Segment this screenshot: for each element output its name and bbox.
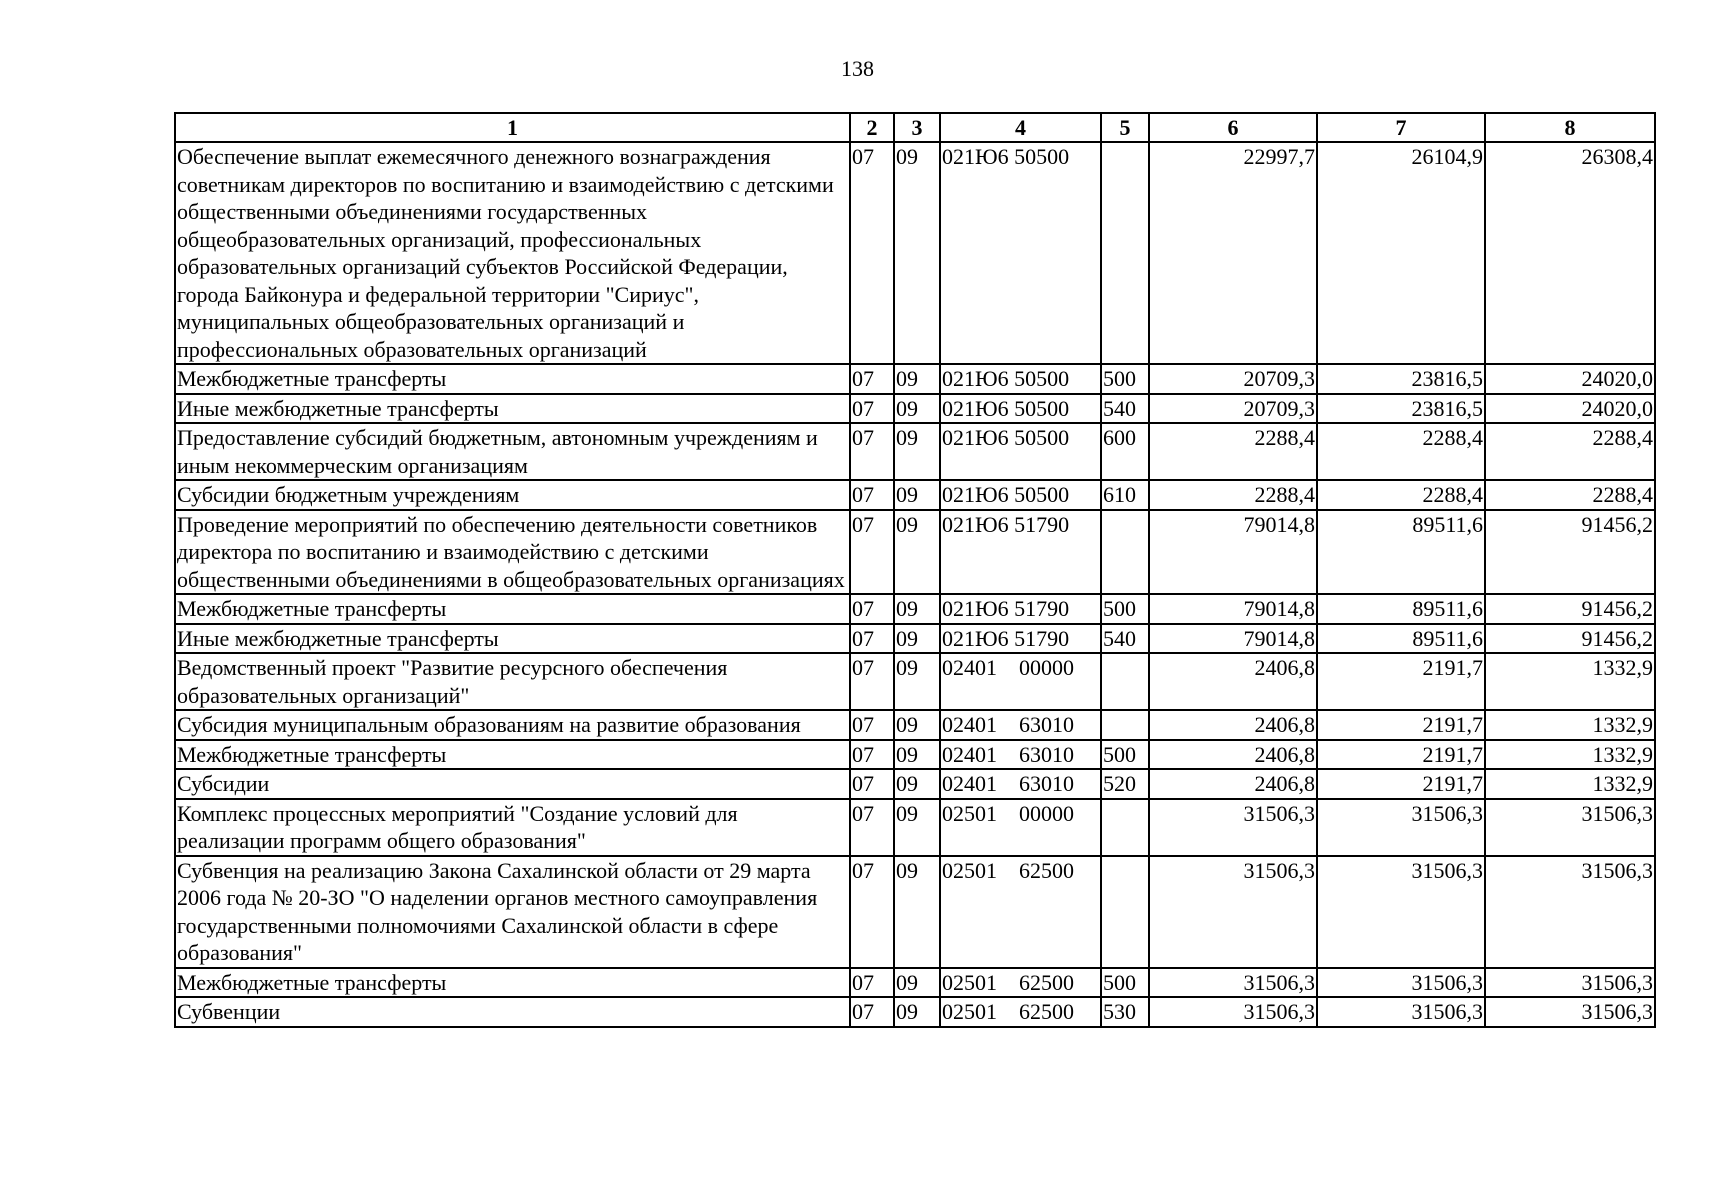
amount-col-8: 1332,9 bbox=[1485, 769, 1655, 799]
amount-col-6: 2288,4 bbox=[1149, 423, 1317, 480]
section-code: 07 bbox=[850, 142, 894, 364]
table-row bbox=[175, 480, 1655, 510]
section-code: 07 bbox=[850, 856, 894, 968]
expense-type-code: 520 bbox=[1101, 769, 1149, 799]
table-row bbox=[175, 968, 1655, 998]
subsection-code: 09 bbox=[894, 968, 940, 998]
section-code: 07 bbox=[850, 624, 894, 654]
amount-col-8: 26308,4 bbox=[1485, 142, 1655, 364]
amount-col-6: 20709,3 bbox=[1149, 364, 1317, 394]
amount-col-6: 31506,3 bbox=[1149, 968, 1317, 998]
section-code: 07 bbox=[850, 423, 894, 480]
subsection-code: 09 bbox=[894, 394, 940, 424]
header-col-2: 2 bbox=[850, 113, 894, 142]
table-row bbox=[175, 142, 1655, 364]
target-article-code: 02501 62500 bbox=[940, 856, 1101, 968]
target-article-code: 021Ю6 51790 bbox=[940, 624, 1101, 654]
amount-col-6: 20709,3 bbox=[1149, 394, 1317, 424]
amount-col-6: 31506,3 bbox=[1149, 856, 1317, 968]
amount-col-7: 89511,6 bbox=[1317, 594, 1485, 624]
amount-col-7: 2191,7 bbox=[1317, 710, 1485, 740]
subsection-code: 09 bbox=[894, 997, 940, 1027]
row-name: Проведение мероприятий по обеспечению деятельности советников директора по воспитанию и взаимодействию с детскими общественными объединениями в общеобразовательных организациях bbox=[175, 510, 850, 595]
amount-col-7: 23816,5 bbox=[1317, 394, 1485, 424]
amount-col-7: 31506,3 bbox=[1317, 856, 1485, 968]
target-article-code: 02501 62500 bbox=[940, 968, 1101, 998]
target-article-code: 021Ю6 51790 bbox=[940, 594, 1101, 624]
amount-col-7: 26104,9 bbox=[1317, 142, 1485, 364]
amount-col-7: 2191,7 bbox=[1317, 769, 1485, 799]
target-article-code: 021Ю6 50500 bbox=[940, 423, 1101, 480]
expense-type-code bbox=[1101, 653, 1149, 710]
table-row bbox=[175, 394, 1655, 424]
section-code: 07 bbox=[850, 769, 894, 799]
amount-col-8: 91456,2 bbox=[1485, 624, 1655, 654]
row-name: Субвенция на реализацию Закона Сахалинской области от 29 марта 2006 года № 20-ЗО "О наделении органов местного самоуправления государственными полномочиями Сахалинской области в сфере образования" bbox=[175, 856, 850, 968]
amount-col-6: 79014,8 bbox=[1149, 510, 1317, 595]
section-code: 07 bbox=[850, 510, 894, 595]
amount-col-8: 1332,9 bbox=[1485, 710, 1655, 740]
amount-col-6: 2288,4 bbox=[1149, 480, 1317, 510]
amount-col-6: 79014,8 bbox=[1149, 624, 1317, 654]
row-name: Межбюджетные трансферты bbox=[175, 594, 850, 624]
subsection-code: 09 bbox=[894, 594, 940, 624]
target-article-code: 02501 00000 bbox=[940, 799, 1101, 856]
subsection-code: 09 bbox=[894, 653, 940, 710]
subsection-code: 09 bbox=[894, 624, 940, 654]
amount-col-6: 22997,7 bbox=[1149, 142, 1317, 364]
subsection-code: 09 bbox=[894, 480, 940, 510]
row-name: Субвенции bbox=[175, 997, 850, 1027]
target-article-code: 02401 00000 bbox=[940, 653, 1101, 710]
amount-col-6: 31506,3 bbox=[1149, 997, 1317, 1027]
amount-col-8: 2288,4 bbox=[1485, 480, 1655, 510]
table-row bbox=[175, 364, 1655, 394]
expense-type-code bbox=[1101, 510, 1149, 595]
amount-col-6: 2406,8 bbox=[1149, 710, 1317, 740]
header-row bbox=[175, 113, 1655, 142]
section-code: 07 bbox=[850, 653, 894, 710]
section-code: 07 bbox=[850, 594, 894, 624]
amount-col-7: 2191,7 bbox=[1317, 740, 1485, 770]
expense-type-code: 610 bbox=[1101, 480, 1149, 510]
budget-table bbox=[174, 112, 1656, 1028]
page-number: 138 bbox=[841, 56, 874, 81]
row-name: Межбюджетные трансферты bbox=[175, 364, 850, 394]
header-col-8: 8 bbox=[1485, 113, 1655, 142]
amount-col-8: 1332,9 bbox=[1485, 653, 1655, 710]
target-article-code: 021Ю6 50500 bbox=[940, 394, 1101, 424]
expense-type-code: 530 bbox=[1101, 997, 1149, 1027]
table-row bbox=[175, 997, 1655, 1027]
table-row bbox=[175, 799, 1655, 856]
expense-type-code bbox=[1101, 856, 1149, 968]
subsection-code: 09 bbox=[894, 856, 940, 968]
amount-col-7: 89511,6 bbox=[1317, 624, 1485, 654]
table-row bbox=[175, 740, 1655, 770]
amount-col-7: 2191,7 bbox=[1317, 653, 1485, 710]
amount-col-8: 31506,3 bbox=[1485, 968, 1655, 998]
amount-col-6: 2406,8 bbox=[1149, 769, 1317, 799]
table-row bbox=[175, 624, 1655, 654]
target-article-code: 02501 62500 bbox=[940, 997, 1101, 1027]
amount-col-8: 1332,9 bbox=[1485, 740, 1655, 770]
amount-col-8: 31506,3 bbox=[1485, 799, 1655, 856]
amount-col-8: 31506,3 bbox=[1485, 856, 1655, 968]
amount-col-7: 2288,4 bbox=[1317, 423, 1485, 480]
amount-col-7: 89511,6 bbox=[1317, 510, 1485, 595]
row-name: Субсидии бюджетным учреждениям bbox=[175, 480, 850, 510]
header-col-7: 7 bbox=[1317, 113, 1485, 142]
expense-type-code bbox=[1101, 799, 1149, 856]
expense-type-code: 540 bbox=[1101, 624, 1149, 654]
row-name: Обеспечение выплат ежемесячного денежного вознаграждения советникам директоров по воспитанию и взаимодействию с детскими общественными объединениями государственных общеобразовательных организаций, профессиональных образовательных организаций субъектов Российской Федерации, города Байконура и федеральной территории "Сириус", муниципальных общеобразовательных организаций и профессиональных образовательных организаций bbox=[175, 142, 850, 364]
table-body bbox=[175, 142, 1655, 1027]
target-article-code: 021Ю6 50500 bbox=[940, 364, 1101, 394]
table-row bbox=[175, 510, 1655, 595]
subsection-code: 09 bbox=[894, 769, 940, 799]
amount-col-6: 2406,8 bbox=[1149, 653, 1317, 710]
row-name: Иные межбюджетные трансферты bbox=[175, 624, 850, 654]
subsection-code: 09 bbox=[894, 510, 940, 595]
table-row bbox=[175, 594, 1655, 624]
amount-col-7: 31506,3 bbox=[1317, 799, 1485, 856]
header-col-1: 1 bbox=[175, 113, 850, 142]
table-row bbox=[175, 653, 1655, 710]
subsection-code: 09 bbox=[894, 740, 940, 770]
target-article-code: 021Ю6 50500 bbox=[940, 142, 1101, 364]
subsection-code: 09 bbox=[894, 423, 940, 480]
expense-type-code: 540 bbox=[1101, 394, 1149, 424]
section-code: 07 bbox=[850, 968, 894, 998]
subsection-code: 09 bbox=[894, 710, 940, 740]
amount-col-7: 23816,5 bbox=[1317, 364, 1485, 394]
subsection-code: 09 bbox=[894, 799, 940, 856]
section-code: 07 bbox=[850, 799, 894, 856]
section-code: 07 bbox=[850, 997, 894, 1027]
amount-col-7: 2288,4 bbox=[1317, 480, 1485, 510]
amount-col-6: 31506,3 bbox=[1149, 799, 1317, 856]
section-code: 07 bbox=[850, 740, 894, 770]
header-col-5: 5 bbox=[1101, 113, 1149, 142]
amount-col-7: 31506,3 bbox=[1317, 968, 1485, 998]
amount-col-8: 24020,0 bbox=[1485, 394, 1655, 424]
expense-type-code: 500 bbox=[1101, 968, 1149, 998]
row-name: Иные межбюджетные трансферты bbox=[175, 394, 850, 424]
section-code: 07 bbox=[850, 364, 894, 394]
table-row bbox=[175, 856, 1655, 968]
row-name: Субсидия муниципальным образованиям на развитие образования bbox=[175, 710, 850, 740]
target-article-code: 02401 63010 bbox=[940, 740, 1101, 770]
target-article-code: 02401 63010 bbox=[940, 710, 1101, 740]
table-row bbox=[175, 423, 1655, 480]
expense-type-code: 500 bbox=[1101, 364, 1149, 394]
row-name: Ведомственный проект "Развитие ресурсного обеспечения образовательных организаций" bbox=[175, 653, 850, 710]
expense-type-code: 500 bbox=[1101, 740, 1149, 770]
row-name: Комплекс процессных мероприятий "Создание условий для реализации программ общего образования" bbox=[175, 799, 850, 856]
row-name: Межбюджетные трансферты bbox=[175, 740, 850, 770]
amount-col-8: 2288,4 bbox=[1485, 423, 1655, 480]
section-code: 07 bbox=[850, 480, 894, 510]
target-article-code: 02401 63010 bbox=[940, 769, 1101, 799]
expense-type-code bbox=[1101, 710, 1149, 740]
row-name: Межбюджетные трансферты bbox=[175, 968, 850, 998]
amount-col-8: 31506,3 bbox=[1485, 997, 1655, 1027]
amount-col-7: 31506,3 bbox=[1317, 997, 1485, 1027]
target-article-code: 021Ю6 50500 bbox=[940, 480, 1101, 510]
expense-type-code bbox=[1101, 142, 1149, 364]
row-name: Субсидии bbox=[175, 769, 850, 799]
table-row bbox=[175, 710, 1655, 740]
header-col-4: 4 bbox=[940, 113, 1101, 142]
row-name: Предоставление субсидий бюджетным, автономным учреждениям и иным некоммерческим организациям bbox=[175, 423, 850, 480]
target-article-code: 021Ю6 51790 bbox=[940, 510, 1101, 595]
table-row bbox=[175, 769, 1655, 799]
amount-col-8: 24020,0 bbox=[1485, 364, 1655, 394]
expense-type-code: 600 bbox=[1101, 423, 1149, 480]
expense-type-code: 500 bbox=[1101, 594, 1149, 624]
amount-col-6: 2406,8 bbox=[1149, 740, 1317, 770]
amount-col-8: 91456,2 bbox=[1485, 510, 1655, 595]
subsection-code: 09 bbox=[894, 142, 940, 364]
subsection-code: 09 bbox=[894, 364, 940, 394]
section-code: 07 bbox=[850, 394, 894, 424]
amount-col-6: 79014,8 bbox=[1149, 594, 1317, 624]
header-col-6: 6 bbox=[1149, 113, 1317, 142]
header-col-3: 3 bbox=[894, 113, 940, 142]
section-code: 07 bbox=[850, 710, 894, 740]
amount-col-8: 91456,2 bbox=[1485, 594, 1655, 624]
